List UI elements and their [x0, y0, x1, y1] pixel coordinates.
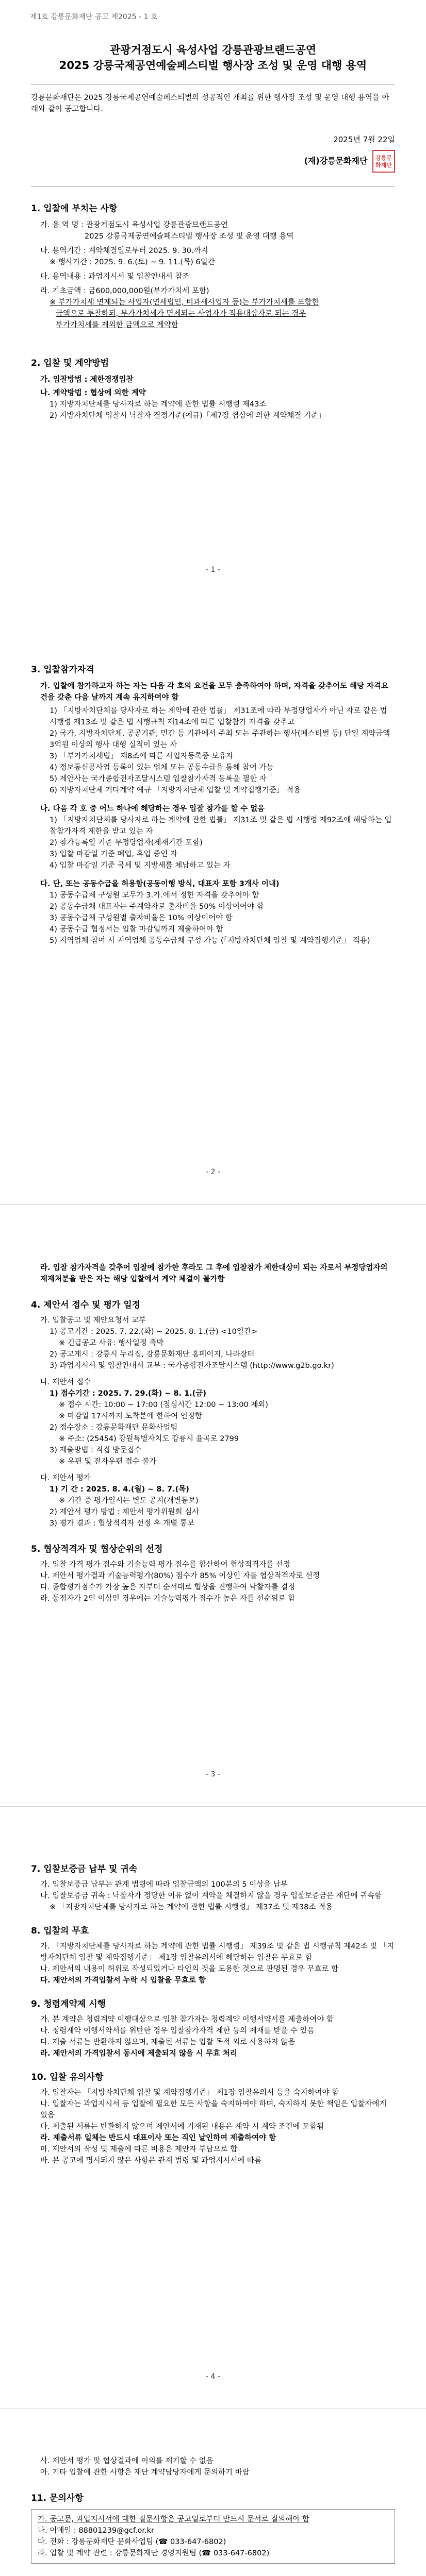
s3-ra-item: 라. 입찰 참가자격을 갖추어 입찰에 참가한 후라도 그 후에 입찰참가 제한대상이 되는 자로서 부정당업자의 제재처분을 받은 자는 해당 입찰에서 계약 체결이 불가함	[40, 1264, 388, 1283]
s4-item: ※ 기간 중 평가일시는 별도 공지(개별통보)	[59, 1497, 199, 1505]
organization-name: (재)강릉문화재단	[304, 156, 368, 166]
s1-item: ※ 부가가치세 면제되는 사업자(면세법인, 비과세사업자 등)는 부가가치세를 포함한	[50, 298, 319, 307]
section-8-items	[40, 1941, 395, 1986]
section-3-title: 3. 입찰참가자격	[31, 665, 94, 675]
s3-item: 4) 정보통신공사업 등록이 있는 업체 또는 공동수급을 통해 참여 가능	[50, 764, 274, 772]
s10-item: 바. 본 공고에 명시되지 않은 사항은 관계 법령 및 과업지시서에 따름	[40, 2157, 261, 2165]
page-4-content	[31, 1862, 395, 2166]
s2-item: 1) 지방자치단체를 당사자로 하는 계약에 관한 법률 시행령 제43조	[50, 400, 267, 409]
s4-item: 3) 과업지시서 및 입찰안내서 교부 : 국가종합전자조달시스템 (http://www.g2b.go.kr)	[50, 1362, 334, 1370]
page-2	[0, 602, 426, 1205]
s1-item: 금액으로 투찰하되, 부가가치세가 면제되는 사업자가 적용대상자로 되는 경우	[56, 310, 306, 318]
page-5-content	[31, 2455, 395, 2564]
s3-item: 2) 국가, 지방자치단체, 공공기관, 민간 등 기관에서 주최 또는 주관하는 행사(페스티벌 등) 단일 계약금액 3억원 이상의 행사 대행 실적이 있는 자	[50, 730, 390, 749]
s3-da-item: 3) 공동수급체 구성원별 출자비율은 10% 이상이어야 함	[50, 914, 233, 922]
official-seal: 강릉문화재단	[372, 150, 395, 173]
s3-na-title: 나. 다음 각 호 중 어느 하나에 해당하는 경우 입찰 참가를 할 수 없음	[40, 805, 265, 813]
announcement-date: 2025년 7월 22일	[333, 135, 395, 144]
s4-item: 3) 제출방법 : 직접 방문접수	[50, 1446, 142, 1454]
section-5-items	[40, 1559, 395, 1604]
s1-item: 부가가치세를 제외한 금액으로 계약함	[56, 321, 178, 329]
s4-item: ※ 주소: (25454) 강원특별자치도 강릉시 율곡로 2799	[59, 1435, 239, 1443]
page-5	[0, 2409, 426, 2576]
s4-item: 가. 입찰공고 및 제안요청서 교부	[40, 1316, 146, 1325]
s10-item: 나. 입찰자는 과업지시서 등 입찰에 필요한 모든 사항을 숙지하여야 하며, 숙지하지 못한 책임은 입찰자에게 있음	[40, 2100, 387, 2120]
s3-item: 6) 지방자치단체 기타계약 예규 「지방자치단체 입찰 및 계약집행기준」 적용	[50, 786, 301, 794]
s3-na-item: 3) 입찰 마감일 기준 폐업, 휴업 중인 자	[50, 850, 177, 858]
s4-item: 나. 제안서 접수	[40, 1378, 91, 1386]
s4-item: 2) 공고게시 : 강릉시 누리집, 강릉문화재단 홈페이지, 나라장터	[50, 1350, 255, 1359]
s3-da-title: 다. 단, 또는 공동수급을 허용함(공동이행 방식, 대표자 포함 3개사 이내)	[40, 880, 280, 888]
section-9-title: 9. 청렴계약제 시행	[31, 1999, 106, 2009]
page-1	[0, 0, 426, 602]
s10-item: 다. 제출된 서류는 반환하지 않으며 제안서에 기재된 내용은 계약 시 계약 조건에 포함됨	[40, 2123, 324, 2131]
s11-item: 라. 입찰 및 계약 관련 : 강릉문화재단 경영지원팀 (☎ 033-647-6802)	[38, 2549, 270, 2557]
s4-item: ※ 우편 및 전자우편 접수 불가	[59, 1458, 157, 1466]
s3-na-item: 2) 참가등록일 기준 부정당업자(제재기간 포함)	[50, 839, 203, 847]
section-3-na-items	[50, 815, 395, 871]
s9-item: 다. 제출 서류는 반환하지 않으며, 제출된 서류는 입찰 목적 외로 사용하지 않음	[40, 2038, 296, 2046]
s1-item: 나. 용역기간 : 계약체결일로부터 2025. 9. 30.까지	[40, 247, 208, 255]
s8-item: 나. 제안서의 내용이 허위로 작성되었거나 타인의 것을 도용한 것으로 판명된 경우 무효로 함	[40, 1965, 339, 1973]
s3-item: 1) 「지방자치단체를 당사자로 하는 계약에 관한 법률」 제31조에 따라 부정당업자가 아닌 자로 같은 법 시행령 제13조 및 같은 법 시행규칙 제14조에 따른 입찰참가 자격을 갖추고	[50, 707, 387, 726]
s10-item: 사. 제안서 평가 및 협상결과에 이의를 제기할 수 없음	[40, 2457, 214, 2465]
page-number: - 4 -	[206, 2372, 220, 2381]
s3-na-item: 1) 「지방자치단체를 당사자로 하는 계약에 관한 법률」 제31조 및 같은 법 시행령 제92조에 해당하는 입찰참가자격 제한을 받고 있는 자	[50, 816, 392, 836]
s2-item: 나. 계약방법 : 협상에 의한 계약	[40, 389, 146, 397]
s4-item: ※ 마감일 17시까지 도착분에 한하여 인정함	[59, 1412, 202, 1420]
section-10-title: 10. 입찰 유의사항	[31, 2072, 104, 2082]
s4-item: ※ 긴급공고 사유: 행사일정 촉박	[59, 1339, 164, 1347]
section-4-items	[40, 1315, 395, 1529]
section-4-title: 4. 제안서 접수 및 평가 일정	[31, 1300, 141, 1310]
intro-paragraph: 강릉문화재단은 2025 강릉국제공연예술페스티벌의 성공적인 개최를 위한 행사장 조성 및 운영 대행 용역을 아래와 같이 공고합니다.	[31, 94, 389, 113]
s4-item: 다. 제안서 평가	[40, 1474, 91, 1482]
section-11-title: 11. 문의사항	[31, 2493, 84, 2503]
s3-da-item: 1) 공동수급체 구성원 모두가 3.가.에서 정한 자격을 갖추어야 함	[50, 891, 259, 900]
section-1-title: 1. 입찰에 부치는 사항	[31, 204, 118, 214]
s1-item: 다. 용역내용 : 과업지시서 및 입찰안내서 참조	[40, 273, 190, 281]
s4-item: 3) 평가 결과 : 협상적격자 선정 후 개별 통보	[50, 1519, 194, 1528]
s10-item: 라. 제출서류 일체는 반드시 대표이사 또는 직인 날인하여 제출하여야 함	[40, 2134, 276, 2142]
s11-item: 가. 공고문, 과업지시서에 대한 질문사항은 공고일로부터 반드시 문서로 질의해야 함	[38, 2515, 309, 2523]
s11-item: 나. 이메일 : 88801239@gcf.or.kr	[38, 2527, 154, 2535]
s1-item: ※ 행사기간 : 2025. 9. 6.(토) ~ 9. 11.(목) 6일간	[50, 258, 215, 266]
section-2-title: 2. 입찰 및 계약방법	[31, 358, 109, 368]
inquiry-box	[31, 2509, 395, 2564]
section-8-title: 8. 입찰의 무효	[31, 1926, 89, 1936]
s9-item: 라. 제안서의 가격입찰서 동시에 제출되지 않을 시 무효 처리	[40, 2049, 238, 2058]
s1-item: 2025 강릉국제공연예술페스티벌 행사장 조성 및 운영 대행 용역	[85, 232, 294, 241]
s3-intro: 가. 입찰에 참가하고자 하는 자는 다음 각 호의 요건을 모두 충족하여야 하며, 자격을 갖추어도 해당 자격요건을 갖춘 다음 날까지 계속 유지하여야 함	[40, 682, 389, 702]
s9-item: 나. 청렴계약 이행서약서를 위반한 경우 입찰참가자격 제한 등의 제재를 받을 수 있음	[40, 2027, 315, 2035]
page-3	[0, 1205, 426, 1807]
s8-item: 가. 「지방자치단체를 당사자로 하는 계약에 관한 법률 시행령」 제39조 및 같은 법 시행규칙 제42조 및 「지방자치단체 입찰 및 계약집행기준」 제1장 입찰유의서에 해당하는 입찰은 무효로 함	[40, 1942, 395, 1962]
section-3-items	[50, 705, 395, 796]
section-5-title: 5. 협상적격자 및 협상순위의 선정	[31, 1544, 163, 1554]
s2-item: 가. 입찰방법 : 제한경쟁입찰	[40, 376, 134, 384]
page-number: - 2 -	[206, 1168, 220, 1176]
s3-item: 3) 「부가가치세법」 제8조에 따른 사업자등록증 보유자	[50, 752, 234, 760]
issuing-organization	[31, 150, 395, 173]
section-10-cont-items	[40, 2455, 395, 2478]
s5-item: 가. 입찰 가격 평가 점수와 기술능력 평가 점수를 합산하여 협상적격자를 선정	[40, 1561, 290, 1569]
s7-item: 가. 입찰보증금 납부는 관계 법령에 따라 입찰금액의 100분의 5 이상을 납부	[40, 1880, 288, 1889]
s10-item: 마. 제안서의 작성 및 제출에 따른 비용은 제안자 부담으로 함	[40, 2145, 238, 2154]
page-number: - 3 -	[206, 1770, 220, 1778]
s2-item: 2) 지방자치단체 입찰시 낙찰자 결정기준(예규)「제7장 협상에 의한 계약체결 기준」	[50, 412, 326, 420]
s1-item: 가. 용 역 명 : 관광거점도시 육성사업 강릉관광브랜드공연	[40, 221, 228, 229]
s9-item: 가. 본 계약은 청렴계약 이행대상으로 입찰 참가자는 청렴계약 이행서약서를 제출하여야 함	[40, 2015, 334, 2024]
date-divider	[31, 186, 395, 187]
section-7-title: 7. 입찰보증금 납부 및 귀속	[31, 1864, 138, 1874]
s10-item: 아. 기타 입찰에 관한 사항은 재단 계약담당자에게 문의하기 바람	[40, 2468, 250, 2477]
s3-da-item: 5) 지역업체 참여 시 지역업체 공동수급체 구성 가능 (「지방자치단체 입찰 및 계약집행기준」 적용)	[50, 937, 370, 945]
s11-item: 다. 전화 : 강릉문화재단 문화사업팀 (☎ 033-647-6802)	[38, 2538, 226, 2546]
section-7-items	[40, 1879, 395, 1913]
section-2-items	[40, 374, 395, 421]
s10-item: 가. 입찰자는 「지방자치단체 입찰 및 계약집행기준」 제1장 입찰유의서 등을 숙지하여야 함	[40, 2089, 339, 2097]
s8-item: 다. 제안서의 가격입찰서 누락 시 입찰을 무효로 함	[40, 1976, 206, 1985]
s4-item: ※ 접수 시간: 10:00 ~ 17:00 (점심시간 12:00 ~ 13:00 제외)	[59, 1401, 268, 1409]
s4-item: 2) 제안서 평가 방법 : 제안서 평가위원회 심사	[50, 1508, 200, 1516]
s1-item: 라. 기초금액 : 금600,000,000원(부가가치세 포함)	[40, 287, 209, 295]
s4-item: 1) 기 간 : 2025. 8. 4.(월) ~ 8. 7.(목)	[50, 1485, 189, 1494]
page-number: - 1 -	[206, 566, 220, 574]
page-4	[0, 1807, 426, 2409]
section-1-items	[40, 219, 395, 331]
s5-item: 다. 종합평가점수가 가장 높은 자부터 순서대로 협상을 진행하여 낙찰자를 결정	[40, 1583, 296, 1591]
page-1-content	[31, 42, 395, 421]
page-3-content	[31, 1262, 395, 1604]
page-2-content	[31, 663, 395, 946]
s4-item: 2) 접수장소 : 강릉문화재단 문화사업팀	[50, 1423, 178, 1432]
s7-item: 나. 입찰보증금 귀속 : 낙찰자가 정당한 이유 없이 계약을 체결하지 않을 경우 입찰보증금은 재단에 귀속함	[40, 1892, 382, 1900]
document-title-line2: 2025 강릉국제공연예술페스티벌 행사장 조성 및 운영 대행 용역	[59, 59, 367, 72]
s3-na-item: 4) 입찰 마감일 기준 국세 및 지방세를 체납하고 있는 자	[50, 861, 231, 870]
section-3-da-items	[50, 890, 395, 946]
s7-item: ※ 「지방자치단체를 당사자로 하는 계약에 관한 법률 시행령」 제37조 및 제38조 적용	[50, 1903, 333, 1911]
s5-item: 나. 제안서 평가결과 기술능력평가(80%) 점수가 85% 이상인 자를 협상적격자로 선정	[40, 1572, 320, 1580]
section-10-items	[40, 2087, 395, 2166]
s4-item: 1) 공고기간 : 2025. 7. 22.(화) ~ 2025. 8. 1.(금) <10일간>	[50, 1328, 258, 1336]
title-divider	[31, 84, 395, 85]
document-title-line1: 관광거점도시 육성사업 강릉관광브랜드공연	[109, 44, 317, 56]
s3-item: 5) 제안사는 국가종합전자조달시스템 입찰참가자격 등록을 필한 자	[50, 775, 267, 783]
s4-item: 1) 접수기간 : 2025. 7. 29.(화) ~ 8. 1.(금)	[50, 1389, 206, 1398]
s3-da-item: 4) 공동수급 협정서는 입찰 마감일까지 제출하여야 함	[50, 925, 223, 934]
document-header: 제1호 강릉문화재단 공고 제2025 - 1 호	[30, 13, 158, 21]
section-9-items	[40, 2014, 395, 2059]
s5-item: 라. 동점자가 2인 이상인 경우에는 기술능력평가 점수가 높은 자를 선순위로 함	[40, 1595, 296, 1603]
s3-da-item: 2) 공동수급체 대표자는 주계약자로 출자비율 50% 이상이어야 함	[50, 903, 264, 911]
